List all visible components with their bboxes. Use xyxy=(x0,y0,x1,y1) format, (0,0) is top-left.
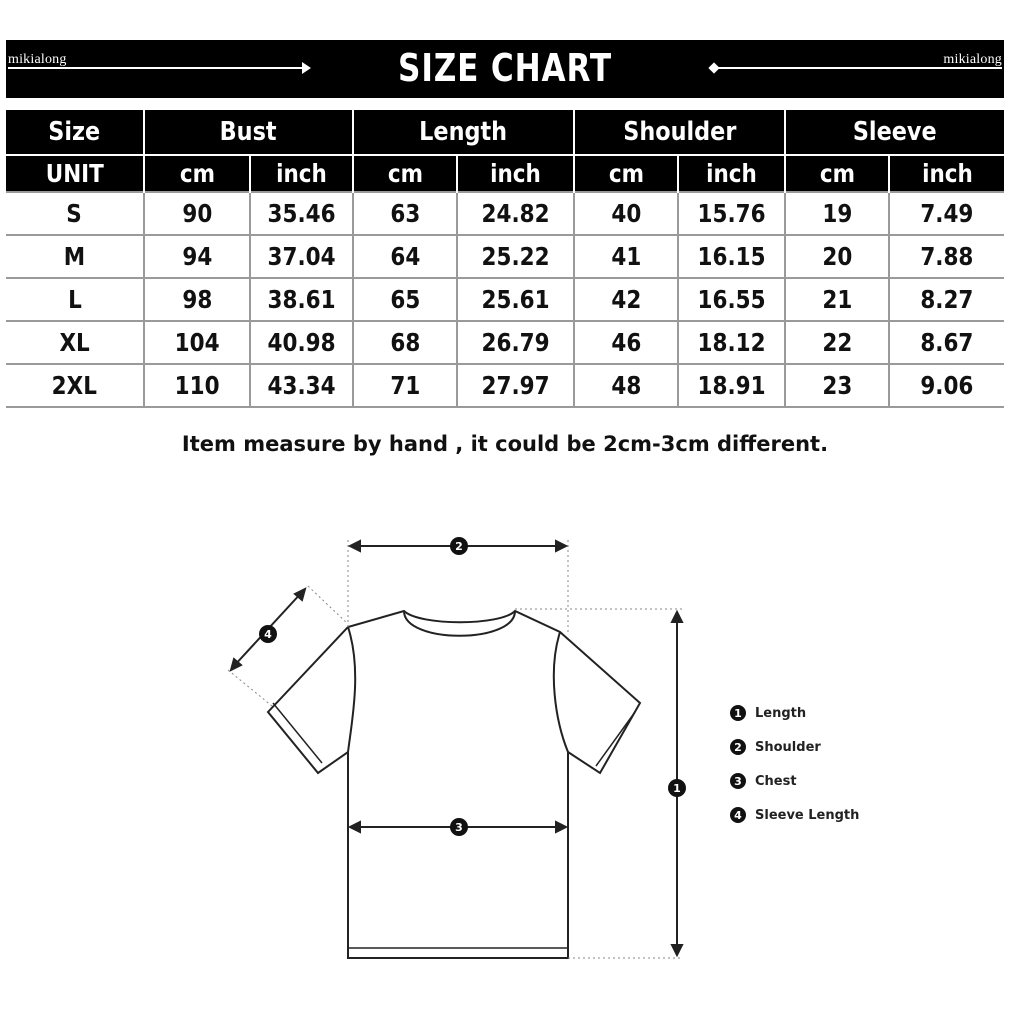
unit-cell: cm xyxy=(574,155,678,192)
table-cell: 94 xyxy=(144,235,250,278)
table-cell: 7.88 xyxy=(889,235,1004,278)
table-cell: 8.67 xyxy=(889,321,1004,364)
table-row xyxy=(6,321,1004,364)
right-cuff-line xyxy=(596,712,635,766)
tshirt-outline xyxy=(268,611,640,958)
left-sleeve-seam xyxy=(348,627,355,752)
table-cell: 21 xyxy=(785,278,889,321)
size-label: L xyxy=(6,278,144,321)
size-label: 2XL xyxy=(6,364,144,407)
unit-cell: inch xyxy=(457,155,574,192)
table-row xyxy=(6,364,1004,407)
legend-item-shoulder xyxy=(730,730,859,764)
table-cell: 48 xyxy=(574,364,678,407)
unit-cell: inch xyxy=(889,155,1004,192)
table-cell: 9.06 xyxy=(889,364,1004,407)
table-units-row xyxy=(6,155,1004,192)
measure-note: Item measure by hand , it could be 2cm-3cm different. xyxy=(181,432,829,456)
table-cell: 16.15 xyxy=(678,235,785,278)
table-cell: 37.04 xyxy=(250,235,353,278)
table-cell: 18.12 xyxy=(678,321,785,364)
header-size: Size xyxy=(6,110,144,155)
table-cell: 22 xyxy=(785,321,889,364)
marker-3-label: 3 xyxy=(455,821,463,834)
table-cell: 25.61 xyxy=(457,278,574,321)
table-cell: 16.55 xyxy=(678,278,785,321)
table-cell: 65 xyxy=(353,278,457,321)
legend-label: Chest xyxy=(755,773,797,789)
unit-cell: inch xyxy=(678,155,785,192)
unit-label: UNIT xyxy=(6,155,144,192)
size-chart-banner xyxy=(6,40,1004,98)
left-cuff-line xyxy=(273,703,322,763)
marker-1-label: 1 xyxy=(673,782,681,795)
right-sleeve-seam xyxy=(554,632,568,752)
table-cell: 19 xyxy=(785,192,889,235)
legend-item-chest xyxy=(730,764,859,798)
table-cell: 40 xyxy=(574,192,678,235)
table-cell: 68 xyxy=(353,321,457,364)
table-cell: 110 xyxy=(144,364,250,407)
table-cell: 35.46 xyxy=(250,192,353,235)
size-label: M xyxy=(6,235,144,278)
table-cell: 7.49 xyxy=(889,192,1004,235)
unit-cell: inch xyxy=(250,155,353,192)
legend-number-icon: 4 xyxy=(730,807,746,823)
legend-number-icon: 2 xyxy=(730,739,746,755)
header-sleeve: Sleeve xyxy=(785,110,1004,155)
table-cell: 64 xyxy=(353,235,457,278)
table-row xyxy=(6,192,1004,235)
table-cell: 71 xyxy=(353,364,457,407)
tshirt-neckline xyxy=(404,611,515,636)
unit-cell: cm xyxy=(144,155,250,192)
size-label: S xyxy=(6,192,144,235)
size-table xyxy=(6,110,1004,408)
legend-number-icon: 3 xyxy=(730,773,746,789)
unit-cell: cm xyxy=(785,155,889,192)
legend-label: Shoulder xyxy=(755,739,821,755)
table-cell: 23 xyxy=(785,364,889,407)
legend-number-icon: 1 xyxy=(730,705,746,721)
table-cell: 15.76 xyxy=(678,192,785,235)
header-bust: Bust xyxy=(144,110,353,155)
table-cell: 40.98 xyxy=(250,321,353,364)
marker-2-label: 2 xyxy=(455,540,463,553)
table-cell: 42 xyxy=(574,278,678,321)
brand-right: mikialong xyxy=(943,52,1002,67)
legend-item-length xyxy=(730,696,859,730)
table-row xyxy=(6,235,1004,278)
legend-label: Length xyxy=(755,705,807,721)
table-cell: 41 xyxy=(574,235,678,278)
size-label: XL xyxy=(6,321,144,364)
table-cell: 43.34 xyxy=(250,364,353,407)
table-cell: 24.82 xyxy=(457,192,574,235)
table-cell: 90 xyxy=(144,192,250,235)
table-cell: 18.91 xyxy=(678,364,785,407)
table-cell: 8.27 xyxy=(889,278,1004,321)
table-cell: 63 xyxy=(353,192,457,235)
table-cell: 98 xyxy=(144,278,250,321)
legend-item-sleeve-length xyxy=(730,798,859,832)
table-header-row xyxy=(6,110,1004,155)
marker-4-label: 4 xyxy=(264,628,272,641)
measurement-legend xyxy=(730,696,859,832)
table-cell: 27.97 xyxy=(457,364,574,407)
table-cell: 46 xyxy=(574,321,678,364)
header-length: Length xyxy=(353,110,574,155)
brand-left: mikialong xyxy=(8,52,67,67)
table-cell: 26.79 xyxy=(457,321,574,364)
table-cell: 20 xyxy=(785,235,889,278)
banner-title: SIZE CHART xyxy=(398,46,612,90)
table-cell: 25.22 xyxy=(457,235,574,278)
header-shoulder: Shoulder xyxy=(574,110,785,155)
table-cell: 38.61 xyxy=(250,278,353,321)
table-row xyxy=(6,278,1004,321)
unit-cell: cm xyxy=(353,155,457,192)
table-cell: 104 xyxy=(144,321,250,364)
legend-label: Sleeve Length xyxy=(755,807,860,823)
